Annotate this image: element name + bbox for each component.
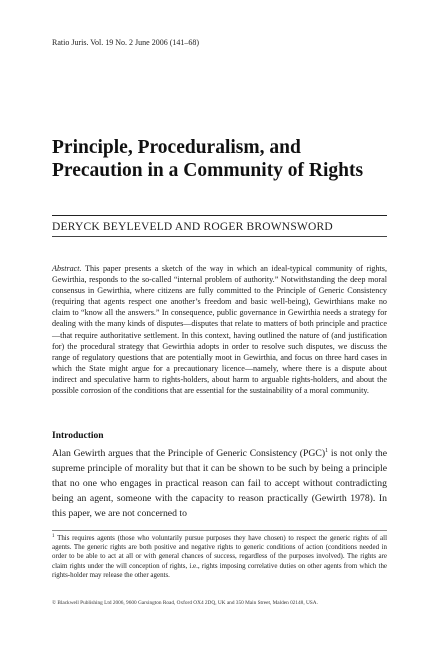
- section-heading-introduction: Introduction: [52, 431, 104, 441]
- title-rule: [52, 215, 387, 216]
- intro-text-start: Alan Gewirth argues that the Principle of Generic Consistency (PGC): [52, 448, 326, 459]
- abstract-text: This paper presents a sketch of the way in which an ideal-typical community of rights, Gewirthia, responds to the so-called “internal problem of authority.” Notwithstanding the deep moral consensus in Gewirthia, where citizens are fully committed to the Principle of Generic Consistency (requiring that agents respect one another’s freedom and basic well-being), Gewirthians make no claim to “know all the answers.” In consequence, public governance in Gewirthia needs a strategy for dealing with the many kinds of disputes—disputes that relate to matters of both principle and practice—that require authoritative settlement. In this context, having outlined the nature of (and justification for) the procedural strategy that Gewirthia adopts in order to resolve such disputes, we discuss the range of regulatory questions that are potentially moot in Gewirthia, and focus on three hard cases in which the State might argue for a precautionary licence—namely, where there is a dispute about indirect and speculative harm to rights-holders, about harm to arguable rights-holders, and about the possible corrosion of the conditions that are essential for the sustainability of a moral community.: [52, 264, 387, 396]
- author-rule: [52, 236, 387, 237]
- copyright-notice: © Blackwell Publishing Ltd 2006, 9600 Garsington Road, Oxford OX4 2DQ, UK and 350 Main Street, Malden 02148, USA.: [52, 600, 318, 606]
- author-line: DERYCK BEYLEVELD AND ROGER BROWNSWORD: [52, 221, 333, 233]
- running-header: Ratio Juris. Vol. 19 No. 2 June 2006 (141–68): [52, 38, 200, 47]
- footnote-marker: 1: [52, 534, 55, 539]
- footnote-text: This requires agents (those who voluntarily pursue purposes they have chosen) to respect the generic rights of all agents. The generic rights are both positive and negative rights to generic conditions of action (conditions needed in order to be able to act at all or with general chances of success, regardless of the purposes involved). The rights are claim rights under the will conception of rights, i.e., rights imposing correlative duties on other agents from which the rights-holder may release the other agents.: [52, 534, 387, 579]
- introduction-paragraph: [52, 447, 387, 522]
- article-title: Principle, Proceduralism, and Precaution in a Community of Rights: [52, 137, 364, 181]
- abstract-label: Abstract.: [52, 264, 82, 273]
- footnote-separator: [52, 530, 387, 531]
- abstract: [52, 263, 387, 396]
- intro-text-rest: is not only the supreme principle of morality but that it can be shown to be such by being a principle that no one who engages in practical reason can fail to accept without contradicting being an agent, someone with the capacity to reason practically (Gewirth 1978). In this paper, we are not concerned to: [52, 448, 387, 519]
- footnote: [52, 534, 387, 580]
- footnote-reference[interactable]: 1: [325, 448, 329, 454]
